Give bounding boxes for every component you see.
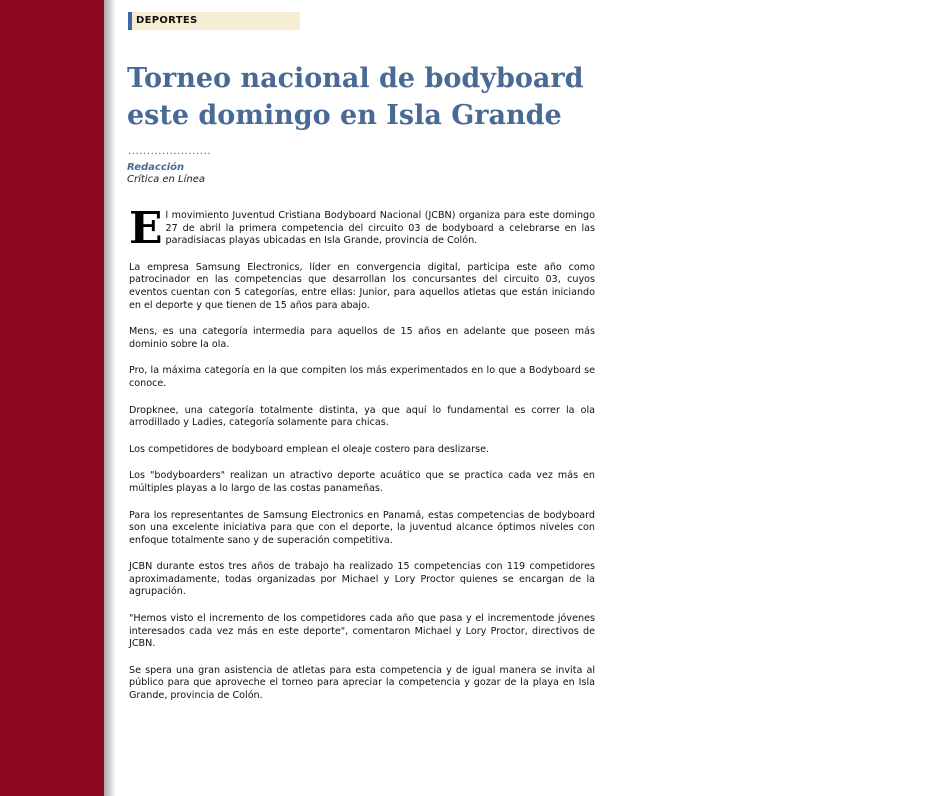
article-body xyxy=(129,203,595,717)
article-paragraph: Para los representantes de Samsung Electronics en Panamá, estas competencias de bodyboard son una excelente iniciativa para que con el deporte, la juventud alcance óptimos niveles con enfoque totalmente sano y de superación competitiva. xyxy=(129,509,595,546)
source-name: Crítica en Línea xyxy=(127,174,206,185)
side-band-shadow xyxy=(104,0,116,796)
article-paragraph: JCBN durante estos tres años de trabajo ha realizado 15 competencias con 119 competidores aproximadamente, todas organizadas por Michael y Lory Proctor quienes se encargan de la agrupación. xyxy=(129,561,595,598)
article-title: Torneo nacional de bodyboard este domingo en Isla Grande xyxy=(127,63,584,131)
article-paragraph: Pro, la máxima categoría en la que compiten los más experimentados en lo que a Bodyboard se conoce. xyxy=(129,365,595,389)
author-name: Redacción xyxy=(127,162,185,173)
drop-cap: E xyxy=(129,203,163,254)
article-paragraph: Los "bodyboarders" realizan un atractivo deporte acuático que se practica cada vez más en múltiples playas a lo largo de las costas panameñas. xyxy=(129,470,595,494)
article-paragraph: La empresa Samsung Electronics, líder en convergencia digital, participa este año como patrocinador en las competencias que desarrollan los concursantes del circuito 03, cuyos eventos cuentan con 5 categorías, entre ellas: Junior, para aquellos atletas que están iniciando en el deporte y que tienen de 15 años para abajo. xyxy=(129,261,595,311)
article-paragraph xyxy=(129,203,595,254)
first-paragraph-text: l movimiento Juventud Cristiana Bodyboard Nacional (JCBN) organiza para este domingo 27 de abril la primera competencia del circuito 03 de bodyboard a celebrarse en las paradisiacas playas ubicadas en Isla Grande, provincia de Colón. xyxy=(165,210,595,247)
byline-separator: ...................... xyxy=(128,146,212,157)
article-paragraph: "Hemos visto el incremento de los competidores cada año que pasa y el incrementode jóvenes interesados cada vez más en este deporte", comentaron Michael y Lory Proctor, directivos de JCBN. xyxy=(129,613,595,650)
article-paragraph: Mens, es una categoría intermedia para aquellos de 15 años en adelante que poseen más dominio sobre la ola. xyxy=(129,326,595,350)
left-side-band xyxy=(0,0,104,796)
article-paragraph: Dropknee, una categoría totalmente distinta, ya que aquí lo fundamental es correr la ola arrodillado y Ladies, categoría solamente para chicas. xyxy=(129,404,595,429)
article-paragraph: Se spera una gran asistencia de atletas para esta competencia y de igual manera se invita al público para que aproveche el torneo para apreciar la competencia y gozar de la playa en Isla Grande, provincia de Colón. xyxy=(129,664,595,702)
section-label: DEPORTES xyxy=(128,12,300,30)
article-paragraph: Los competidores de bodyboard emplean el oleaje costero para deslizarse. xyxy=(129,443,490,455)
